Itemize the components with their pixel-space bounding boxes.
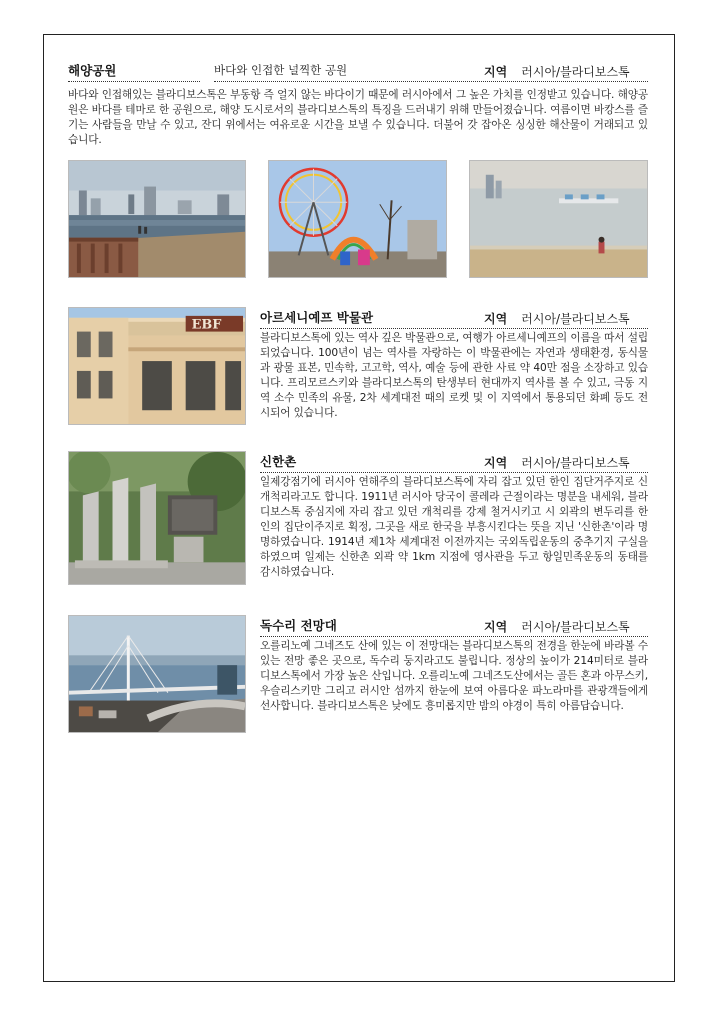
section-title-arseniev-museum: 아르세니예프 박물관	[260, 310, 374, 325]
marine-park-shore-photo	[68, 160, 246, 278]
divider	[68, 81, 200, 82]
section-title-eagle-nest: 독수리 전망대	[260, 618, 337, 633]
region-info	[484, 61, 630, 80]
beach-photo	[469, 160, 648, 278]
region-info	[484, 616, 630, 635]
section-description: 일제강점기에 러시아 연해주의 블라디보스톡에 자리 잡고 있던 한인 집단거주지로 신개척리라고도 합니다. 1911년 러시아 당국이 콜레라 근절이라는 명분을 내세워, 블라디보스톡 중심지에 자리 잡고 있던 개척리를 강제 철거시키고 시 외곽의 변두리를 한인의 집단이주지로 획정, 그곳을 새로 한국을 부흥시킨다는 뜻을 지닌 '신한촌'이라 명명하였습니다. 1914년 제1차 세계대전 이전까지는 국외독립운동의 중추기지 구실을 하였으며 일제는 신한촌 외곽 약 1km 지점에 영사관을 두고 항일민족운동의 동태를 감시하였습니다.	[260, 476, 648, 578]
section-description: 블라디보스톡에 있는 역사 깊은 박물관으로, 여행가 아르세니예프의 이름을 따서 설립되었습니다. 100년이 넘는 역사를 자랑하는 이 박물관에는 자연과 생태환경, 동식물과 광물 표본, 민속학, 고고학, 역사, 예술 등에 관한 사료 약 40만 점을 소장하고 있습니다. 프리모르스키와 블라디보스톡의 탄생부터 현대까지 역사를 볼 수 있고, 극동 지역 소수 민족의 유물, 2차 세계대전 때의 로켓 및 이 지역에서 통용되던 화폐 등도 전시되어 있습니다.	[260, 332, 648, 419]
region-label: 지역	[484, 312, 508, 326]
divider	[260, 636, 648, 637]
divider	[260, 472, 648, 473]
section-title-marine-park: 해양공원	[68, 63, 117, 78]
region-info	[484, 452, 630, 471]
region-label: 지역	[484, 620, 508, 634]
eagle-nest-view-photo	[68, 615, 246, 733]
ferris-wheel-photo	[268, 160, 447, 278]
region-value: 러시아/블라디보스톡	[521, 312, 630, 326]
sinhanchon-monument-photo	[68, 451, 246, 585]
region-label: 지역	[484, 456, 508, 470]
region-value: 러시아/블라디보스톡	[521, 456, 630, 470]
region-value: 러시아/블라디보스톡	[521, 620, 630, 634]
arseniev-museum-photo	[68, 307, 246, 425]
region-label: 지역	[484, 65, 508, 79]
divider	[260, 328, 648, 329]
region-value: 러시아/블라디보스톡	[521, 65, 630, 79]
section-description: 오를리노예 그네즈도 산에 있는 이 전망대는 블라디보스톡의 전경을 한눈에 바라볼 수 있는 전망 좋은 곳으로, 독수리 둥지라고도 불립니다. 정상의 높이가 214미터로 블라디보스톡에서 가장 높은 산입니다. 오를리노예 그네즈도산에서는 골든 혼과 아무스키, 우슬리스키만 그리고 러시안 섬까지 한눈에 보여 아름다운 파노라마를 관광객들에게 선사합니다. 블라디보스톡은 낮에도 흥미롭지만 밤의 야경이 특히 아름답습니다.	[260, 640, 648, 712]
section-subtitle: 바다와 인접한 널찍한 공원	[214, 63, 348, 77]
section-title-sinhanchon: 신한촌	[260, 454, 297, 469]
divider	[214, 81, 648, 82]
museum-sign-text: EBF	[191, 317, 222, 333]
region-info	[484, 308, 630, 327]
section-description: 바다와 인접해있는 블라디보스톡은 부동항 즉 얼지 않는 바다이기 때문에 러시아에서 그 높은 가치를 인정받고 있습니다. 해양공원은 바다를 테마로 한 공원으로, 해양 도시로서의 블라디보스톡의 특징을 드러내기 위해 만들어졌습니다. 여름이면 바캉스를 즐기는 사람들을 만날 수 있고, 잔디 위에서는 여유로운 시간을 보낼 수 있습니다. 더불어 갓 잡아온 싱싱한 해산물이 거래되고 있습니다.	[68, 89, 648, 146]
